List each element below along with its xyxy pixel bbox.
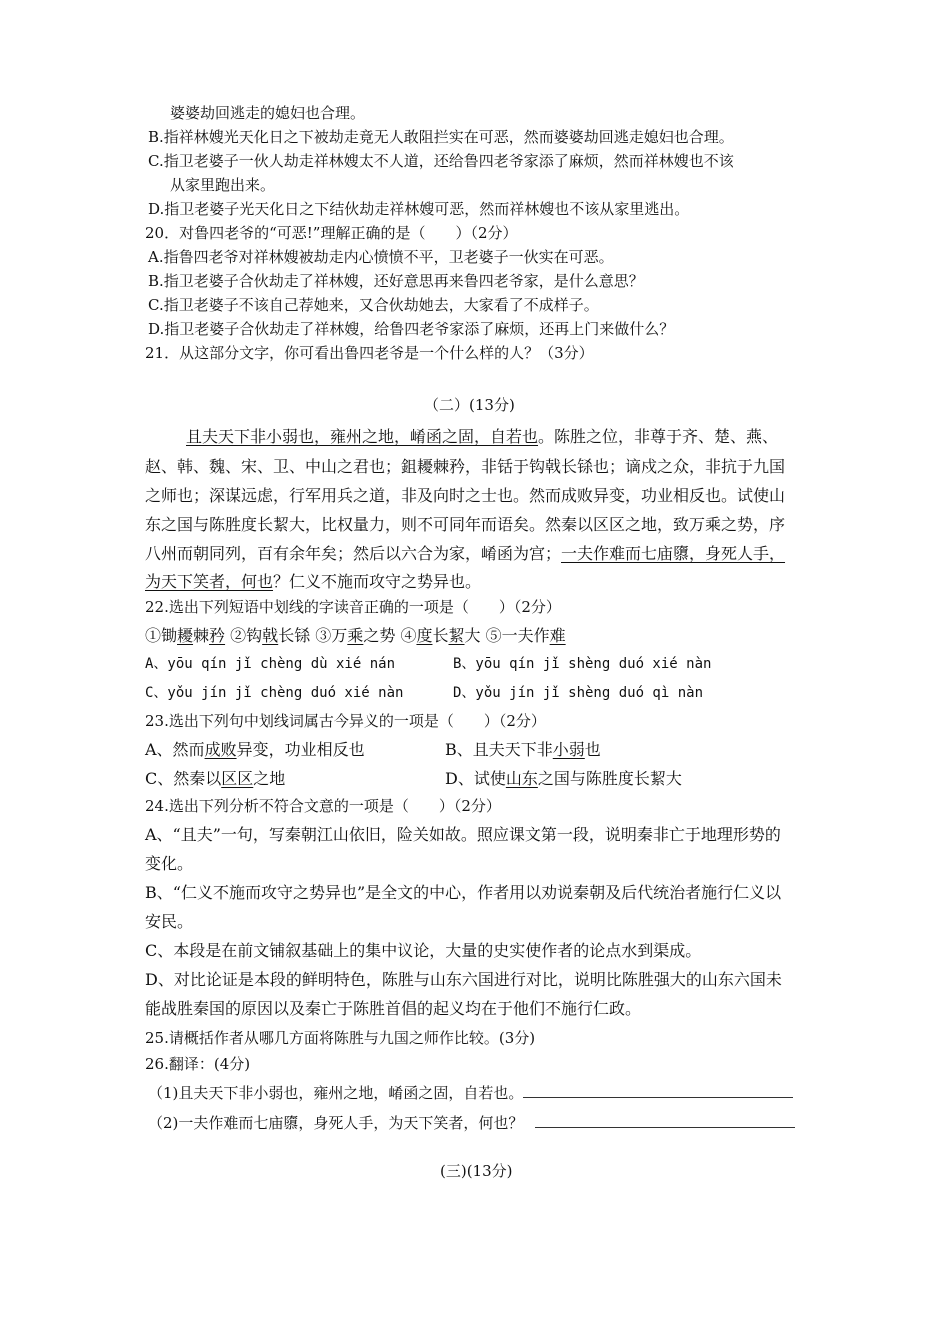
passage-line-3: 之师也；深谋远虑，行军用兵之道，非及向时之士也。然而成败异变，功业相反也。试使山 xyxy=(145,486,786,505)
q19-option-d: D.指卫老婆子光天化日之下结伙劫走祥林嫂可恶，然而祥林嫂也不该从家里逃出。 xyxy=(148,200,690,218)
q20-option-b: B.指卫老婆子合伙劫走了祥林嫂，还好意思再来鲁四老爷家，是什么意思？ xyxy=(148,272,644,290)
q23-option-a: A、然而成败异变，功业相反也 xyxy=(145,740,365,759)
q24-option-d-line2: 能战胜秦国的原因以及秦亡于陈胜首倡的起义均在于他们不施行仁政。 xyxy=(145,999,642,1018)
q24-option-c: C、本段是在前文铺叙基础上的集中议论，大量的史实使作者的论点水到渠成。 xyxy=(145,941,702,960)
q23-option-d: D、试使山东之国与陈胜度长絜大 xyxy=(445,769,682,788)
q22-option-a: A、yōu qín jǐ chèng dù xié nán xyxy=(145,656,396,672)
q26-answer-line-2[interactable] xyxy=(535,1113,795,1128)
q19-option-c-line1: C.指卫老婆子一伙人劫走祥林嫂太不人道，还给鲁四老爷家添了麻烦，然而祥林嫂也不该 xyxy=(148,152,734,170)
q26-answer-line-1[interactable] xyxy=(523,1083,793,1098)
q24-option-b-line2: 安民。 xyxy=(145,912,194,931)
q24-option-a-line1: A、“且夫”一句，写秦朝江山依旧，险关如故。照应课文第一段，说明秦非亡于地理形势的 xyxy=(145,825,781,844)
passage-underlined-3: 为天下笑者，何也 xyxy=(145,572,274,591)
q20-option-c: C.指卫老婆子不该自己荐她来，又合伙劫她去，大家看了不成样子。 xyxy=(148,296,599,314)
q20-option-d: D.指卫老婆子合伙劫走了祥林嫂，给鲁四老爷家添了麻烦，还再上门来做什么？ xyxy=(148,320,675,338)
q22-option-c: C、yǒu jín jǐ chèng duó xié nàn xyxy=(145,685,404,701)
q19-option-b: B.指祥林嫂光天化日之下被劫走竟无人敢阻拦实在可恶，然而婆婆劫回逃走媳妇也合理。 xyxy=(148,128,734,146)
q20-stem: 20．对鲁四老爷的“可恶!”理解正确的是（ ）（2分） xyxy=(145,224,518,242)
section-2-heading: （二）(13分) xyxy=(424,396,515,414)
passage-line-6: 为天下笑者，何也？仁义不施而攻守之势异也。 xyxy=(145,572,482,591)
passage-line-1: 且夫天下非小弱也，雍州之地，崤函之固，自若也。陈胜之位，非尊于齐、楚、燕、 xyxy=(186,427,779,446)
q24-stem: 24.选出下列分析不符合文意的一项是（ ）（2分） xyxy=(145,797,501,815)
q23-option-b: B、且夫天下非小弱也 xyxy=(445,740,601,759)
q24-option-a-line2: 变化。 xyxy=(145,854,194,873)
q21-stem: 21．从这部分文字，你可看出鲁四老爷是一个什么样的人？（3分） xyxy=(145,344,594,362)
q24-option-b-line1: B、“仁义不施而攻守之势异也”是全文的中心，作者用以劝说秦朝及后代统治者施行仁义以 xyxy=(145,883,782,902)
passage-line-2: 赵、韩、魏、宋、卫、中山之君也；鉏耰棘矜，非铦于钩戟长铩也；谪戍之众，非抗于九国 xyxy=(145,457,786,476)
q24-option-d-line1: D、对比论证是本段的鲜明特色，陈胜与山东六国进行对比，说明比陈胜强大的山东六国未 xyxy=(145,970,782,989)
passage-underlined-2: 一夫作难而七庙隳，身死人手， xyxy=(561,544,786,563)
q26-sentence-1: （1)且夫天下非小弱也，雍州之地，崤函之固，自若也。 xyxy=(148,1082,793,1104)
passage-line-4: 东之国与陈胜度长絜大，比权量力，则不可同年而语矣。然秦以区区之地，致万乘之势，序 xyxy=(145,515,786,534)
q22-option-d: D、yǒu jín jǐ shèng duó qì nàn xyxy=(453,685,704,701)
q25-stem: 25.请概括作者从哪几方面将陈胜与九国之师作比较。(3分) xyxy=(145,1029,536,1047)
q23-option-c: C、然秦以区区之地 xyxy=(145,769,286,788)
passage-underlined-1: 且夫天下非小弱也，雍州之地，崤函之固，自若也 xyxy=(186,427,539,446)
passage-line-5: 八州而朝同列，百有余年矣；然后以六合为家，崤函为宫；一夫作难而七庙隳，身死人手， xyxy=(145,544,786,563)
section-3-heading: (三)(13分) xyxy=(440,1162,513,1180)
q26-sentence-2: （2)一夫作难而七庙隳，身死人手，为天下笑者，何也？ xyxy=(148,1112,795,1134)
q26-stem: 26.翻译：(4分) xyxy=(145,1055,251,1073)
q19-option-c-line2: 从家里跑出来。 xyxy=(170,176,276,194)
q22-stem: 22.选出下列短语中划线的字读音正确的一项是（ ）（2分） xyxy=(145,598,561,616)
q23-stem: 23.选出下列句中划线词属古今异义的一项是（ ）（2分） xyxy=(145,712,546,730)
q22-phrases: ①锄耰棘矜 ②钩戟长铩 ③万乘之势 ④度长絜大 ⑤一夫作难 xyxy=(145,626,566,645)
q20-option-a: A.指鲁四老爷对祥林嫂被劫走内心愤愤不平，卫老婆子一伙实在可恶。 xyxy=(148,248,614,266)
q22-option-b: B、yōu qín jǐ shèng duó xié nàn xyxy=(453,656,712,672)
q19-option-a-continued: 婆婆劫回逃走的媳妇也合理。 xyxy=(170,104,366,122)
